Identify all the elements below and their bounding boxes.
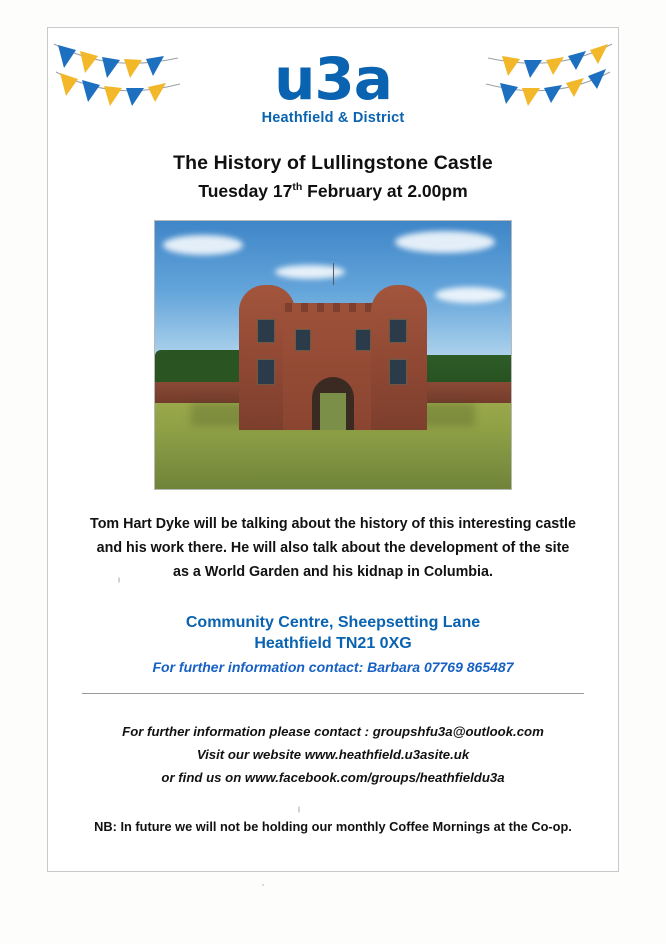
photo-castle-gatehouse xyxy=(239,285,427,430)
bunting-left-decoration xyxy=(52,38,184,124)
event-contact: For further information contact: Barbara 07769 865487 xyxy=(152,659,514,675)
u3a-branch-name: Heathfield & District xyxy=(261,110,405,126)
venue-line: Community Centre, Sheepsetting Lane xyxy=(185,614,481,631)
photo-window xyxy=(257,359,275,385)
photo-center-block xyxy=(283,303,383,430)
photo-tower-right xyxy=(371,285,427,430)
photo-window xyxy=(389,359,407,385)
notice-text: NB: In future we will not be holding our monthly Coffee Mornings at the Co-op. xyxy=(94,819,572,834)
cloud-shape xyxy=(435,287,505,303)
poster-content xyxy=(48,28,618,871)
event-title: The History of Lullingstone Castle xyxy=(173,152,493,174)
venue-line: Heathfield TN21 0XG xyxy=(254,635,412,652)
venue-address xyxy=(70,612,596,654)
photo-window xyxy=(355,329,371,351)
footer-website-line: Visit our website www.heathfield.u3asite.uk xyxy=(196,747,470,762)
description-line: Tom Hart Dyke will be talking about the history of this interesting castle xyxy=(90,516,576,532)
castle-photo xyxy=(154,220,512,490)
photo-window xyxy=(257,319,275,343)
description-line: as a World Garden and his kidnap in Columbia. xyxy=(173,564,493,580)
photo-arch-opening xyxy=(320,393,346,430)
cloud-shape xyxy=(163,235,243,255)
photo-flagpole xyxy=(333,263,334,285)
bunting-right-decoration xyxy=(482,38,614,124)
event-description xyxy=(70,512,596,584)
event-date-prefix: Tuesday 17 xyxy=(198,181,293,201)
footer-email-line: For further information please contact : groupshfu3a@outlook.com xyxy=(122,724,544,739)
footer-facebook-line: or find us on www.facebook.com/groups/heathfieldu3a xyxy=(161,770,505,785)
poster-sheet xyxy=(47,27,619,872)
photo-archway xyxy=(312,377,354,430)
photo-window xyxy=(389,319,407,343)
photo-window xyxy=(295,329,311,351)
description-line: and his work there. He will also talk about the development of the site xyxy=(96,540,570,556)
event-date-ordinal: th xyxy=(292,181,303,194)
footer-contact-block xyxy=(70,720,596,789)
event-date-suffix: February at 2.00pm xyxy=(302,181,468,201)
section-divider xyxy=(82,693,584,694)
scan-speck xyxy=(118,577,120,583)
photo-crenellations xyxy=(283,303,383,312)
u3a-wordmark: u3a xyxy=(274,45,392,113)
scan-speck xyxy=(262,884,264,886)
cloud-shape xyxy=(395,231,495,253)
scan-speck xyxy=(298,806,300,813)
event-date-time xyxy=(70,181,596,202)
cloud-shape xyxy=(275,265,345,279)
